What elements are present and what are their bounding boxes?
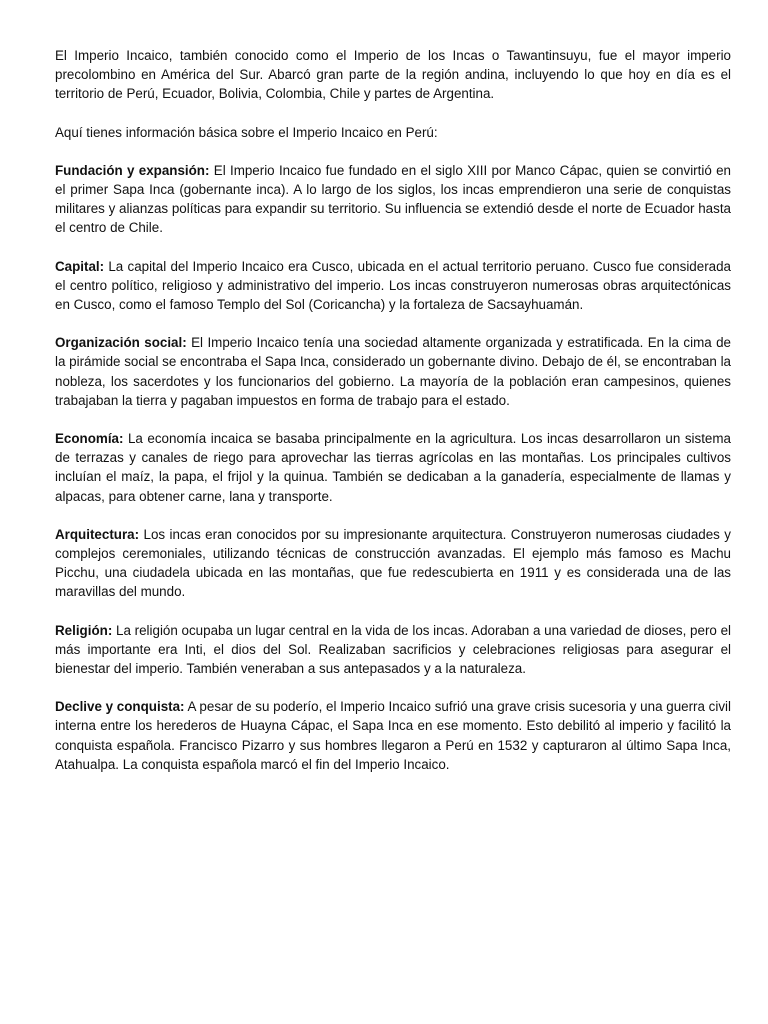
document-page	[55, 46, 731, 793]
lead-paragraph: Aquí tienes información básica sobre el Imperio Incaico en Perú:	[55, 124, 438, 140]
section-text: El Imperio Incaico tenía una sociedad altamente organizada y estratificada. En la cima de la pirámide social se encontraba el Sapa Inca, considerado un gobernante divino. Debajo de él, se encontraban la nobleza, los sacerdotes y los funcionarios del gobierno. La mayoría de la población eran campesinos, quienes trabajaban la tierra y pagaban impuestos en forma de trabajo para el estado.	[55, 335, 731, 408]
section-heading: Religión:	[55, 622, 113, 638]
section-heading: Capital:	[55, 258, 105, 274]
section-text: Los incas eran conocidos por su impresionante arquitectura. Construyeron numerosas ciudades y complejos ceremoniales, utilizando técnicas de construcción avanzadas. El ejemplo más famoso es Machu Picchu, una ciudadela ubicada en las montañas, que fue redescubierta en 1911 y es considerada una de las maravillas del mundo.	[55, 526, 731, 600]
section-text: La economía incaica se basaba principalmente en la agricultura. Los incas desarrollaron un sistema de terrazas y canales de riego para aprovechar las tierras agrícolas en las montañas. Los principales cultivos incluían el maíz, la papa, el frijol y la quinua. También se dedicaban a la ganadería, especialmente de llamas y alpacas, para obtener carne, lana y transporte.	[55, 431, 731, 504]
section-fundacion	[55, 161, 731, 238]
section-organizacion-social	[55, 333, 731, 410]
section-heading: Declive y conquista:	[55, 699, 185, 715]
section-heading: Economía:	[55, 431, 124, 447]
section-declive-conquista	[55, 697, 731, 774]
section-heading: Fundación y expansión:	[55, 162, 210, 178]
section-text: La religión ocupaba un lugar central en la vida de los incas. Adoraban a una variedad de dioses, pero el más importante era Inti, el dios del Sol. Realizaban sacrificios y celebraciones religiosas para asegurar el bienestar del imperio. También veneraban a sus antepasados y a la naturaleza.	[55, 622, 731, 677]
section-religion	[55, 621, 731, 679]
section-economia	[55, 429, 731, 506]
section-arquitectura	[55, 525, 731, 602]
section-text: El Imperio Incaico fue fundado en el siglo XIII por Manco Cápac, quien se convirtió en el primer Sapa Inca (gobernante inca). A lo largo de los siglos, los incas emprendieron una serie de conquistas militares y alianzas políticas para expandir su territorio. Su influencia se extendió desde el norte de Ecuador hasta el centro de Chile.	[55, 162, 731, 236]
section-heading: Arquitectura:	[55, 526, 140, 542]
section-text: A pesar de su poderío, el Imperio Incaico sufrió una grave crisis sucesoria y una guerra civil interna entre los herederos de Huayna Cápac, el Sapa Inca en ese momento. Esto debilitó al imperio y facilitó la conquista española. Francisco Pizarro y sus hombres llegaron a Perú en 1532 y capturaron al último Sapa Inca, Atahualpa. La conquista española marcó el fin del Imperio Incaico.	[55, 699, 731, 772]
intro-paragraph: El Imperio Incaico, también conocido como el Imperio de los Incas o Tawantinsuyu, fue el mayor imperio precolombino en América del Sur. Abarcó gran parte de la región andina, incluyendo lo que hoy en día es el territorio de Perú, Ecuador, Bolivia, Colombia, Chile y partes de Argentina.	[55, 48, 731, 102]
section-capital	[55, 257, 731, 315]
section-text: La capital del Imperio Incaico era Cusco, ubicada en el actual territorio peruano. Cusco fue considerada el centro político, religioso y administrativo del imperio. Los incas construyeron numerosas obras arquitectónicas en Cusco, como el famoso Templo del Sol (Coricancha) y la fortaleza de Sacsayhuamán.	[55, 258, 731, 313]
section-heading: Organización social:	[55, 335, 187, 351]
